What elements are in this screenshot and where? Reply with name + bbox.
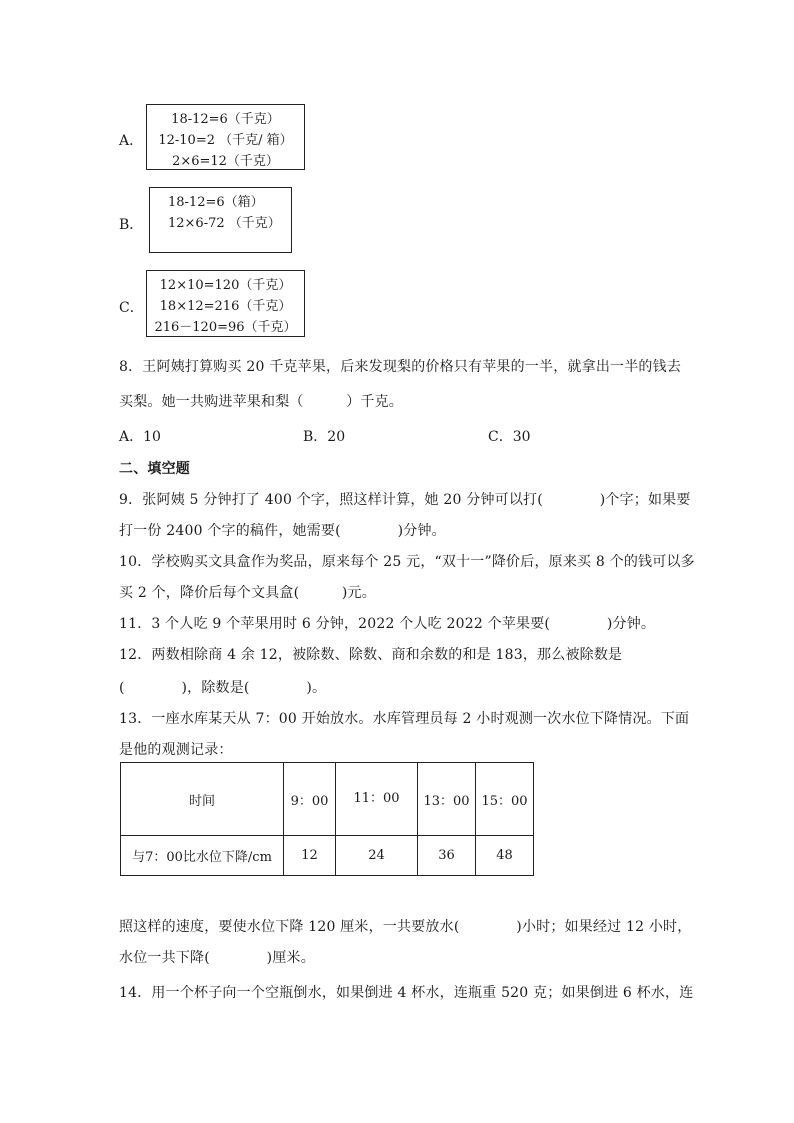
option-c-line-1: 12×10=120（千克）	[159, 278, 292, 293]
q11-line-1: 11．3 个人吃 9 个苹果用时 6 分钟，2022 个人吃 2022 个苹果要( )分钟。	[119, 616, 656, 632]
option-a-label: A．	[119, 133, 144, 149]
option-a-line-3: 2×6=12（千克）	[172, 154, 279, 169]
q9-line-2: 打一份 2400 个字的稿件，她需要( )分钟。	[119, 523, 446, 539]
option-a-line-2: 12-10=2 （千克/ 箱）	[158, 133, 293, 148]
q13-after-line-1: 照这样的速度，要使水位下降 120 厘米，一共要放水( )小时；如果经过 12 小时，	[119, 919, 692, 935]
option-c-box[interactable]	[146, 270, 305, 337]
table-cell-value: 36	[418, 836, 476, 876]
table-row	[121, 763, 534, 836]
option-b-box[interactable]	[149, 187, 292, 253]
option-b-line-2: 12×6-72 （千克）	[168, 216, 281, 231]
option-a-line-1: 18-12=6（千克）	[171, 112, 280, 127]
observation-table	[120, 762, 534, 876]
table-cell-time: 15：00	[476, 763, 534, 836]
section-title-fill-in: 二、填空题	[119, 461, 190, 477]
q12-line-2: ( )，除数是( )。	[119, 680, 327, 696]
q13-line-1: 13．一座水库某天从 7：00 开始放水。水库管理员每 2 小时观测一次水位下降情况。下面	[119, 711, 690, 727]
q9-line-1: 9．张阿姨 5 分钟打了 400 个字，照这样计算，她 20 分钟可以打( )个字；如果要	[119, 492, 691, 508]
q8-line-2: 买梨。她一共购进苹果和梨（ ）千克。	[119, 394, 403, 410]
table-cell-time: 11：00	[336, 763, 418, 836]
q8-option-a[interactable]: A．10	[119, 429, 161, 445]
q10-line-2: 买 2 个，降价后每个文具盒( )元。	[119, 585, 376, 601]
table-header-time: 时间	[121, 763, 284, 836]
q12-line-1: 12．两数相除商 4 余 12，被除数、除数、商和余数的和是 183，那么被除数是	[119, 647, 623, 663]
table-cell-time: 9：00	[284, 763, 336, 836]
option-b-label: B．	[119, 217, 144, 233]
q13-line-2: 是他的观测记录：	[119, 742, 233, 758]
table-row	[121, 836, 534, 876]
q13-after-line-2: 水位一共下降( )厘米。	[119, 950, 315, 966]
q8-line-1: 8．王阿姨打算购买 20 千克苹果，后来发现梨的价格只有苹果的一半，就拿出一半的钱去	[119, 359, 682, 375]
q14-line-1: 14．用一个杯子向一个空瓶倒水，如果倒进 4 杯水，连瓶重 520 克；如果倒进 6 杯水，连	[119, 985, 694, 1001]
table-cell-value: 48	[476, 836, 534, 876]
table-cell-value: 24	[336, 836, 418, 876]
option-b-line-1: 18-12=6（箱）	[168, 195, 264, 210]
option-c-label: C．	[119, 300, 144, 316]
q8-option-c[interactable]: C．30	[488, 429, 531, 445]
q8-option-b[interactable]: B．20	[303, 429, 346, 445]
table-cell-time: 13：00	[418, 763, 476, 836]
option-c-line-2: 18×12=216（千克）	[159, 299, 292, 314]
table-cell-value: 12	[284, 836, 336, 876]
q10-line-1: 10．学校购买文具盒作为奖品，原来每个 25 元，“双十一”降价后，原来买 8 个的钱可以多	[119, 554, 695, 570]
option-c-line-3: 216－120=96（千克）	[154, 320, 297, 335]
option-a-box[interactable]	[146, 104, 305, 170]
table-header-drop: 与7：00比水位下降/cm	[121, 836, 284, 876]
